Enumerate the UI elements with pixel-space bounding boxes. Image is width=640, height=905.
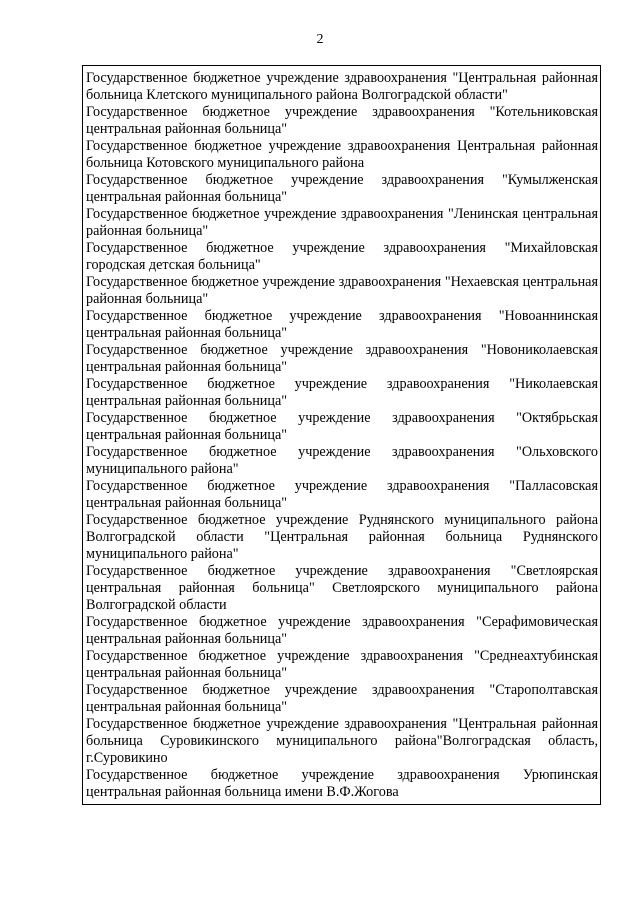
table-row: Государственное бюджетное учреждение здравоохранения "Центральная районная больница Суровикинского муниципального района"Волгоградская область, г.Суровикино [86, 716, 598, 766]
table-row: Государственное бюджетное учреждение здравоохранения "Серафимовическая центральная районная больница" [86, 614, 598, 647]
table-row: Государственное бюджетное учреждение здравоохранения "Октябрьская центральная районная больница" [86, 410, 598, 443]
table-row: Государственное бюджетное учреждение здравоохранения "Среднеахтубинская центральная районная больница" [86, 648, 598, 681]
institutions-table [82, 65, 601, 805]
table-row: Государственное бюджетное учреждение здравоохранения "Старополтавская центральная районная больница" [86, 682, 598, 715]
table-row: Государственное бюджетное учреждение здравоохранения Центральная районная больница Котовского муниципального района [86, 138, 598, 171]
table-row: Государственное бюджетное учреждение здравоохранения "Котельниковская центральная районная больница" [86, 104, 598, 137]
table-row: Государственное бюджетное учреждение здравоохранения "Ольховского муниципального района" [86, 444, 598, 477]
table-row: Государственное бюджетное учреждение здравоохранения "Кумылженская центральная районная больница" [86, 172, 598, 205]
table-row: Государственное бюджетное учреждение здравоохранения "Николаевская центральная районная больница" [86, 376, 598, 409]
table-row: Государственное бюджетное учреждение здравоохранения Урюпинская центральная районная больница имени В.Ф.Жогова [86, 767, 598, 800]
table-row: Государственное бюджетное учреждение здравоохранения "Михайловская городская детская больница" [86, 240, 598, 273]
table-row: Государственное бюджетное учреждение здравоохранения "Центральная районная больница Клетского муниципального района Волгоградской области" [86, 70, 598, 103]
table-row: Государственное бюджетное учреждение здравоохранения "Палласовская центральная районная больница" [86, 478, 598, 511]
table-row: Государственное бюджетное учреждение здравоохранения "Светлоярская центральная районная больница" Светлоярского муниципального района Волгоградской области [86, 563, 598, 613]
table-row: Государственное бюджетное учреждение здравоохранения "Новониколаевская центральная районная больница" [86, 342, 598, 375]
table-row: Государственное бюджетное учреждение здравоохранения "Ленинская центральная районная больница" [86, 206, 598, 239]
table-row: Государственное бюджетное учреждение Руднянского муниципального района Волгоградской области "Центральная районная больница Руднянского муниципального района" [86, 512, 598, 562]
page-number: 2 [316, 32, 324, 47]
table-row: Государственное бюджетное учреждение здравоохранения "Нехаевская центральная районная больница" [86, 274, 598, 307]
table-row: Государственное бюджетное учреждение здравоохранения "Новоаннинская центральная районная больница" [86, 308, 598, 341]
